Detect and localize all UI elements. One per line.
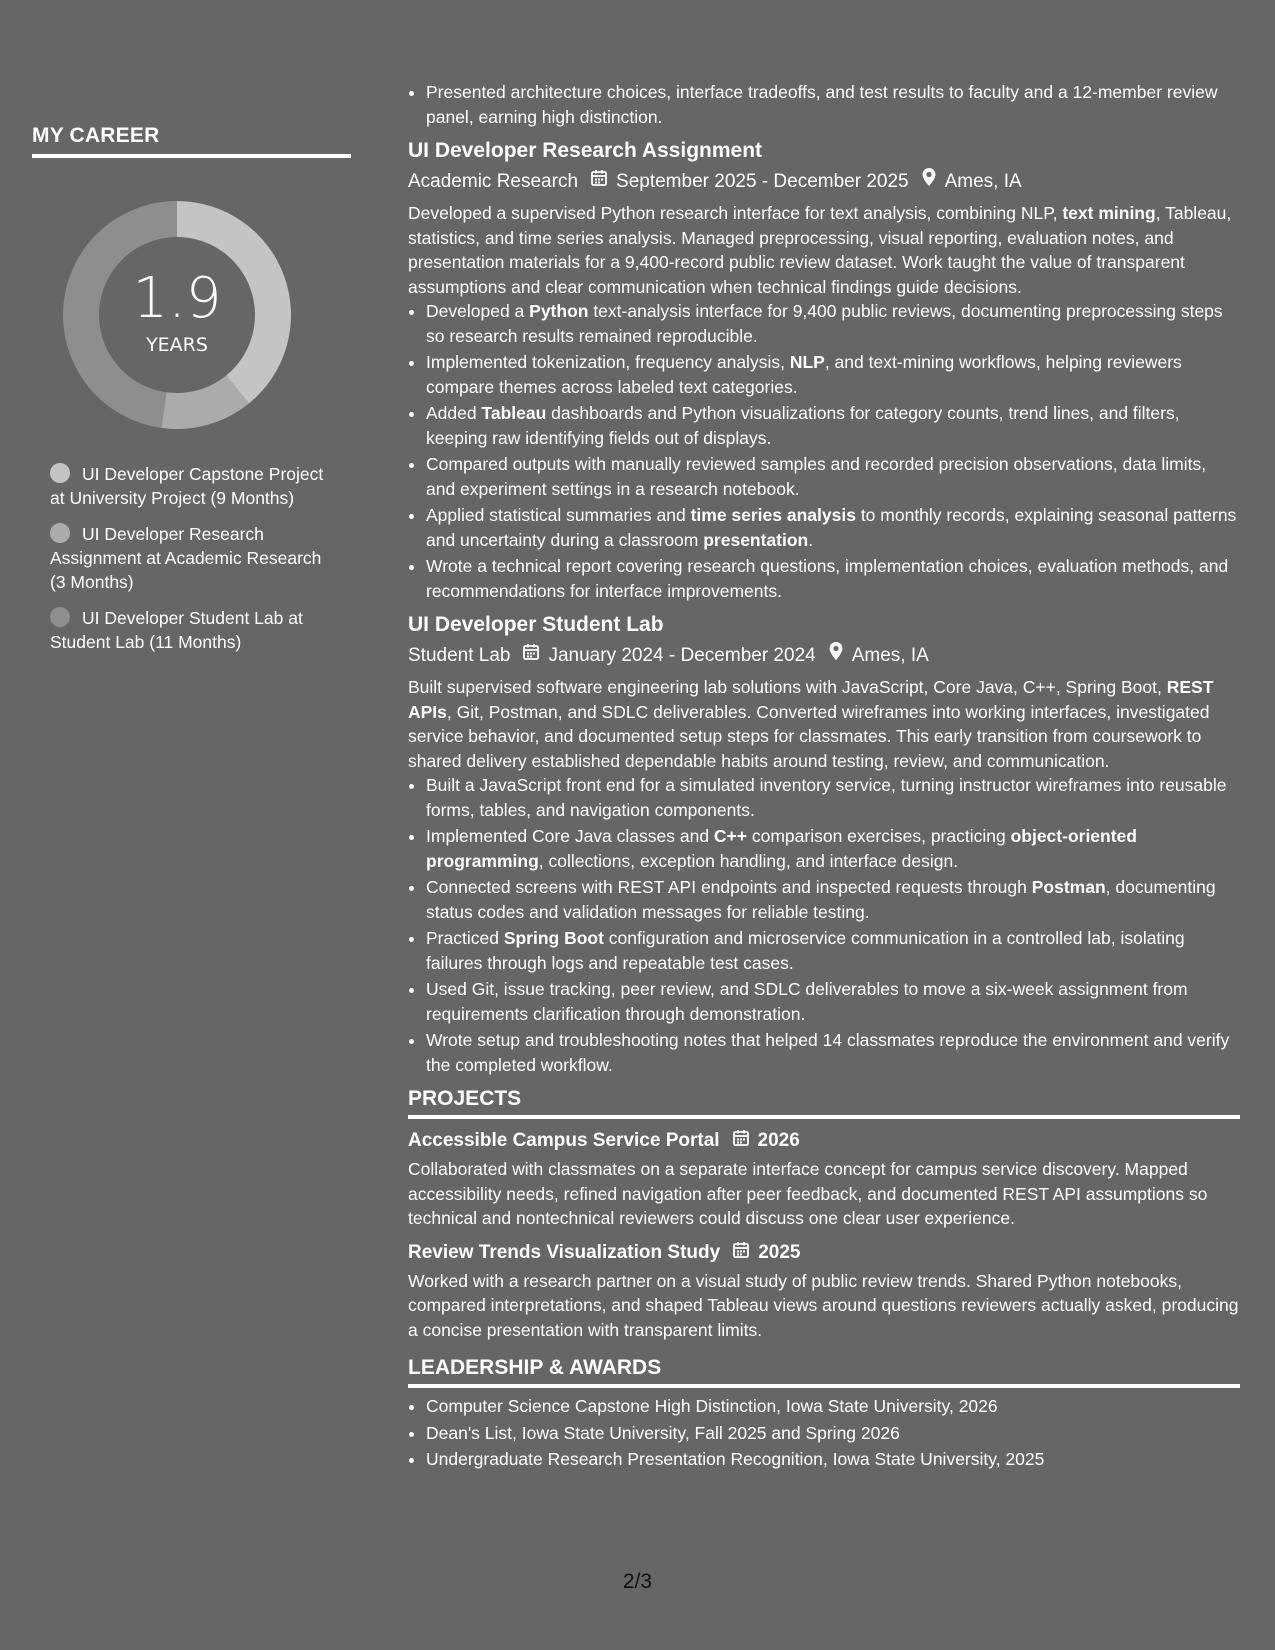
project-description: Collaborated with classmates on a separate interface concept for campus service discovery. Mapped accessibility needs, refined navigation after peer feedback, and documented REST API assumptions so technical and nontechnical reviewers could discuss one clear user experience.	[408, 1159, 1208, 1228]
text-run: , and text-mining workflows, helping reviewers compare themes across labeled text categories.	[426, 352, 1182, 397]
donut-center	[62, 200, 292, 430]
text-run: Implemented tokenization, frequency analysis,	[426, 352, 790, 372]
career-legend-item	[50, 606, 330, 654]
career-legend-label: UI Developer Research Assignment at Academic Research (3 Months)	[50, 524, 322, 592]
job-entry	[408, 139, 1240, 603]
text-run: Developed a	[426, 301, 530, 321]
leadership-list	[408, 1394, 1240, 1472]
job-location: Ames, IA	[944, 171, 1022, 192]
text-run: to monthly records, explaining seasonal patterns and uncertainty during a classroom	[426, 505, 1237, 550]
job-title: UI Developer Research Assignment	[408, 139, 763, 162]
award-item: • Dean's List, Iowa State University, Fall 2025 and Spring 2026	[426, 1421, 1240, 1446]
bold-keyword: Python	[529, 301, 589, 321]
bold-keyword: Spring Boot	[503, 928, 604, 948]
bold-keyword: NLP	[789, 352, 825, 372]
award-item: • Undergraduate Research Presentation Recognition, Iowa State University, 2025	[426, 1447, 1240, 1472]
job-bullet	[426, 452, 1240, 501]
bold-keyword: time series analysis	[690, 505, 856, 525]
text-run: comparison exercises, practicing	[747, 826, 1011, 846]
legend-dot-icon	[50, 607, 70, 627]
job-bullet	[426, 554, 1240, 603]
legend-dot-icon	[50, 523, 70, 543]
job-entry	[408, 613, 1240, 1077]
project-year: 2025	[758, 1241, 801, 1263]
legend-dot-icon	[50, 463, 70, 483]
text-run: Implemented Core Java classes and	[426, 826, 714, 846]
job-title: UI Developer Student Lab	[408, 613, 664, 636]
job-bullet	[426, 926, 1240, 975]
career-years-unit: YEARS	[146, 334, 208, 356]
project-header	[408, 1241, 1240, 1265]
location-pin-icon	[921, 167, 937, 197]
text-run: , documenting status codes and validation messages for reliable testing.	[426, 877, 1216, 922]
job-bullet	[426, 350, 1240, 399]
job-bullet: • Presented architecture choices, interface tradeoffs, and test results to faculty and a 12-member review panel, earning high distinction.	[426, 80, 1240, 129]
bold-keyword: C++	[713, 826, 747, 846]
career-legend-item	[50, 522, 330, 594]
text-run: , Tableau, statistics, and time series analysis. Managed preprocessing, visual reporting, evaluation notes, and presentation materials for a 9,400-record public review dataset. Work taught the value of transparent assumptions and clear communication when technical findings guide decisions.	[408, 203, 1232, 297]
project-entry	[408, 1129, 1240, 1231]
text-run: Wrote setup and troubleshooting notes that helped 14 classmates reproduce the environment and verify the completed workflow.	[426, 1030, 1230, 1075]
job-bullets	[408, 773, 1240, 1077]
job-bullets	[408, 299, 1240, 603]
projects-heading: PROJECTS	[408, 1087, 1240, 1119]
career-legend-label: UI Developer Student Lab at Student Lab (11 Months)	[50, 608, 303, 652]
bold-keyword: presentation	[703, 529, 809, 550]
text-run: Wrote a technical report covering research questions, implementation choices, evaluation methods, and recommendations for interface improvements.	[426, 556, 1229, 601]
text-run: , Git, Postman, and SDLC deliverables. Converted wireframes into working interfaces, investigated service behavior, and documented setup steps for classmates. This early transition from coursework to shared delivery established dependable habits around testing, review, and communication.	[408, 701, 1210, 771]
career-years-value: 1.9	[132, 266, 222, 331]
previous-job-bullets	[408, 80, 1240, 129]
bold-keyword: text mining	[1062, 203, 1156, 223]
calendar-icon	[522, 641, 540, 671]
text-run: text-analysis interface for 9,400 public reviews, documenting preprocessing steps so research results remained reproducible.	[426, 301, 1223, 346]
main-content	[408, 80, 1240, 1474]
location-pin-icon	[828, 641, 844, 671]
job-bullet	[426, 824, 1240, 873]
text-run: , collections, exception handling, and interface design.	[538, 850, 959, 871]
text-run: Built supervised software engineering lab solutions with JavaScript, Core Java, C++, Spring Boot,	[408, 677, 1167, 697]
bold-keyword: Postman	[1031, 877, 1106, 897]
bold-keyword: Tableau	[481, 403, 547, 423]
career-sidebar	[32, 124, 351, 666]
job-bullet	[426, 503, 1240, 552]
calendar-icon	[732, 1241, 750, 1265]
career-legend	[50, 462, 330, 654]
text-run: Added	[426, 403, 482, 423]
text-run: Applied statistical summaries and	[426, 505, 691, 525]
bold-keyword: REST APIs	[408, 677, 1214, 722]
project-title: Review Trends Visualization Study	[408, 1241, 721, 1263]
projects-list	[408, 1129, 1240, 1342]
text-run: Built a JavaScript front end for a simulated inventory service, turning instructor wireframes into reusable forms, tables, and navigation components.	[426, 775, 1227, 820]
text-run: Practiced	[426, 928, 504, 948]
career-legend-label: UI Developer Capstone Project at University Project (9 Months)	[50, 464, 324, 508]
project-year: 2026	[757, 1130, 800, 1151]
job-description	[408, 201, 1240, 299]
text-run: Developed a supervised Python research interface for text analysis, combining NLP,	[408, 203, 1063, 223]
job-bullet	[426, 1028, 1240, 1077]
career-title: MY CAREER	[32, 124, 351, 158]
experience-list	[408, 139, 1240, 1077]
job-meta	[408, 641, 1240, 671]
job-dates: September 2025 - December 2025	[616, 171, 909, 192]
award-item: • Computer Science Capstone High Distinction, Iowa State University, 2026	[426, 1394, 1240, 1419]
project-title: Accessible Campus Service Portal	[408, 1130, 720, 1151]
bold-keyword: object-oriented programming	[426, 826, 1137, 871]
calendar-icon	[590, 167, 608, 197]
job-description	[408, 675, 1240, 773]
job-org: Student Lab	[408, 645, 511, 666]
job-bullet	[426, 299, 1240, 348]
job-bullet	[426, 875, 1240, 924]
calendar-icon	[732, 1129, 750, 1153]
job-meta	[408, 167, 1240, 197]
job-dates: January 2024 - December 2024	[548, 645, 816, 666]
job-org: Academic Research	[408, 171, 579, 192]
text-run: Compared outputs with manually reviewed samples and recorded precision observations, data limits, and experiment settings in a research notebook.	[426, 454, 1207, 499]
text-run: configuration and microservice communication in a controlled lab, isolating failures through logs and repeatable test cases.	[426, 928, 1185, 973]
project-header	[408, 1129, 1240, 1153]
project-description: Worked with a research partner on a visual study of public review trends. Shared Python notebooks, compared interpretations, and shaped Tableau views around questions reviewers actually asked, producing a concise presentation with transparent limits.	[408, 1270, 1239, 1340]
job-bullet	[426, 977, 1240, 1026]
text-run: dashboards and Python visualizations for category counts, trend lines, and filters, keeping raw identifying fields out of displays.	[426, 403, 1180, 448]
job-location: Ames, IA	[851, 645, 929, 666]
text-run: Connected screens with REST API endpoints and inspected requests through	[426, 877, 1032, 897]
project-entry	[408, 1241, 1240, 1343]
career-donut-chart	[62, 200, 292, 430]
job-bullet	[426, 773, 1240, 822]
leadership-heading: LEADERSHIP & AWARDS	[408, 1356, 1240, 1388]
page-number: 2/3	[622, 1570, 653, 1593]
job-bullet	[426, 401, 1240, 450]
career-legend-item	[50, 462, 330, 510]
text-run: .	[808, 529, 814, 550]
text-run: Used Git, issue tracking, peer review, and SDLC deliverables to move a six-week assignment from requirements clarification through demonstration.	[426, 979, 1188, 1024]
